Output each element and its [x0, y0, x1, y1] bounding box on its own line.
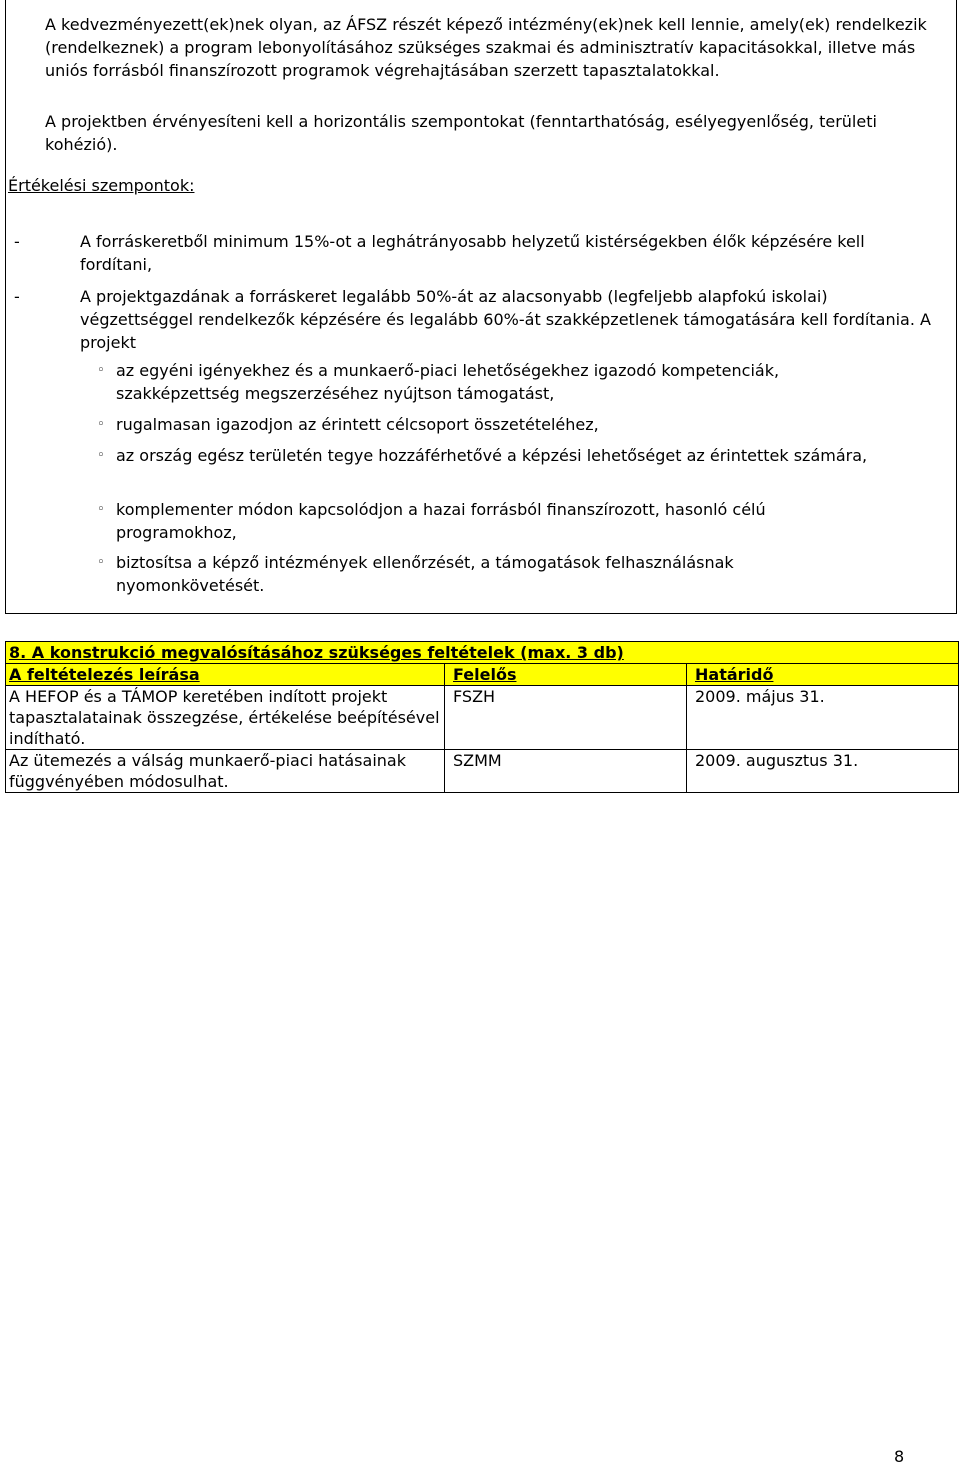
list-item	[97, 498, 877, 544]
list-item-text: biztosítsa a képző intézmények ellenőrzését, a támogatások felhasználásnak nyomonkövetését.	[116, 553, 734, 595]
cell-deadline: 2009. május 31.	[687, 686, 959, 750]
table-title: 8. A konstrukció megvalósításához szükséges feltételek (max. 3 db)	[6, 642, 959, 664]
list-item	[97, 444, 877, 467]
intro-paragraph: A kedvezményezett(ek)nek olyan, az ÁFSZ részét képező intézmény(ek)nek kell lennie, amely(ek) rendelkezik (rendelkeznek) a program lebonyolításához szükséges szakmai és adminisztratív kapacitásokkal, illetve más uniós forrásból finanszírozott programok végrehajtásában szerzett tapasztalatokkal.	[45, 15, 927, 80]
cell-description: A HEFOP és a TÁMOP keretében indított projekt tapasztalatainak összegzése, értékelése beépítésével indítható.	[6, 686, 445, 750]
list-item-text: az egyéni igényekhez és a munkaerő-piaci lehetőségekhez igazodó kompetenciák, szakképzettség megszerzéséhez nyújtson támogatást,	[116, 361, 780, 403]
list-item-text: komplementer módon kapcsolódjon a hazai forrásból finanszírozott, hasonló célú programokhoz,	[116, 500, 766, 542]
table-title-row	[6, 642, 959, 664]
table-row	[6, 750, 959, 793]
dash-marker: -	[14, 287, 20, 306]
conditions-table	[5, 641, 959, 793]
cell-responsible: FSZH	[445, 686, 687, 750]
cell-deadline: 2009. augusztus 31.	[687, 750, 959, 793]
dash-item-text: A projektgazdának a forráskeret legalább 50%-át az alacsonyabb (legfeljebb alapfokú iskolai) végzettséggel rendelkezők képzésére és legalább 60%-át szakképzetlenek támogatására kell fordítania. A projekt	[80, 287, 931, 352]
horizontal-criteria-paragraph: A projektben érvényesíteni kell a horizontális szempontokat (fenntarthatóság, esélyegyenlőség, területi kohézió).	[45, 112, 877, 154]
criteria-heading: Értékelési szempontok:	[8, 176, 195, 195]
table-header-row	[6, 664, 959, 686]
circle-bullet-icon: ◦	[97, 363, 105, 378]
dash-item-text: A forráskeretből minimum 15%-ot a leghátrányosabb helyzetű kistérségekben élők képzésére kell fordítani,	[80, 232, 865, 274]
circle-bullet-icon: ◦	[97, 502, 105, 517]
list-item	[97, 413, 877, 436]
circle-bullet-icon: ◦	[97, 448, 105, 463]
cell-description: Az ütemezés a válság munkaerő-piaci hatásainak függvényében módosulhat.	[6, 750, 445, 793]
list-item	[97, 551, 877, 597]
page-number: 8	[894, 1447, 905, 1466]
list-item	[97, 359, 877, 405]
column-header-description: A feltételezés leírása	[6, 664, 445, 686]
circle-bullet-icon: ◦	[97, 417, 105, 432]
column-header-responsible: Felelős	[445, 664, 687, 686]
circle-bullet-icon: ◦	[97, 555, 105, 570]
dash-marker: -	[14, 232, 20, 251]
list-item-text: rugalmasan igazodjon az érintett célcsoport összetételéhez,	[116, 415, 599, 434]
table-row	[6, 686, 959, 750]
column-header-deadline: Határidő	[687, 664, 959, 686]
cell-responsible: SZMM	[445, 750, 687, 793]
list-item-text: az ország egész területén tegye hozzáférhetővé a képzési lehetőséget az érintettek számára,	[116, 446, 868, 465]
